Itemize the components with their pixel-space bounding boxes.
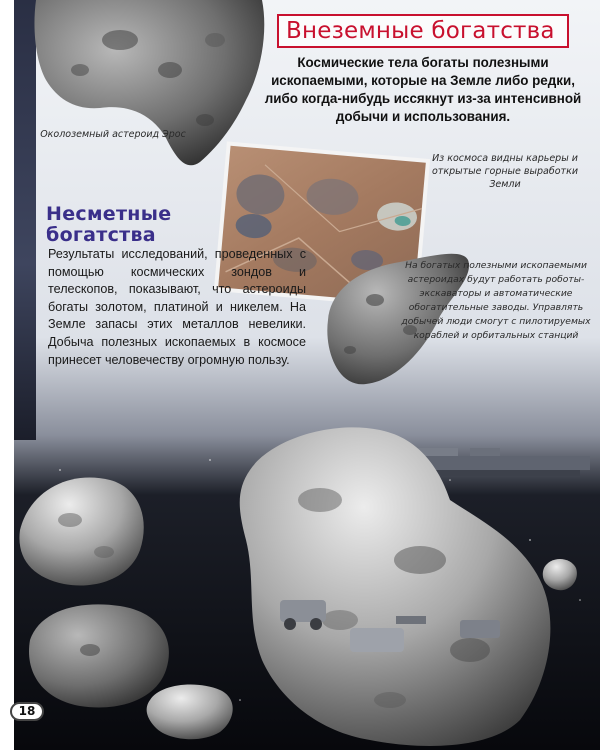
caption-mining-robots: На богатых полезными ископаемыми астероидах будут работать роботы-экскаваторы и автоматические обогатительные заводы. Управлять добычей люди смогут с пилотируемых кораблей и орбитальных станций (401, 260, 591, 341)
page-title: Внеземные богатства (286, 18, 555, 44)
caption-eros: Околоземный астероид Эрос (40, 129, 186, 140)
section-title: Несметные богатства (46, 203, 172, 246)
caption-earth-mines: Из космоса видны карьеры и открытые горные выработки Земли (432, 153, 578, 190)
section-body: Результаты исследований, проведенных с помощью космических зондов и телескопов, показывают, что астероиды богаты золотом, платиной и никелем. На Земле запасы этих металлов невелики. Добыча полезных ископаемых в космосе принесет человечеству огромную пользу. (48, 247, 306, 367)
intro-paragraph: Космические тела богаты полезными ископаемыми, которые на Земле либо редки, либо когда-нибудь иссякнут из-за интенсивной добычи и использования. (264, 55, 582, 124)
page-number: 18 (10, 702, 44, 721)
